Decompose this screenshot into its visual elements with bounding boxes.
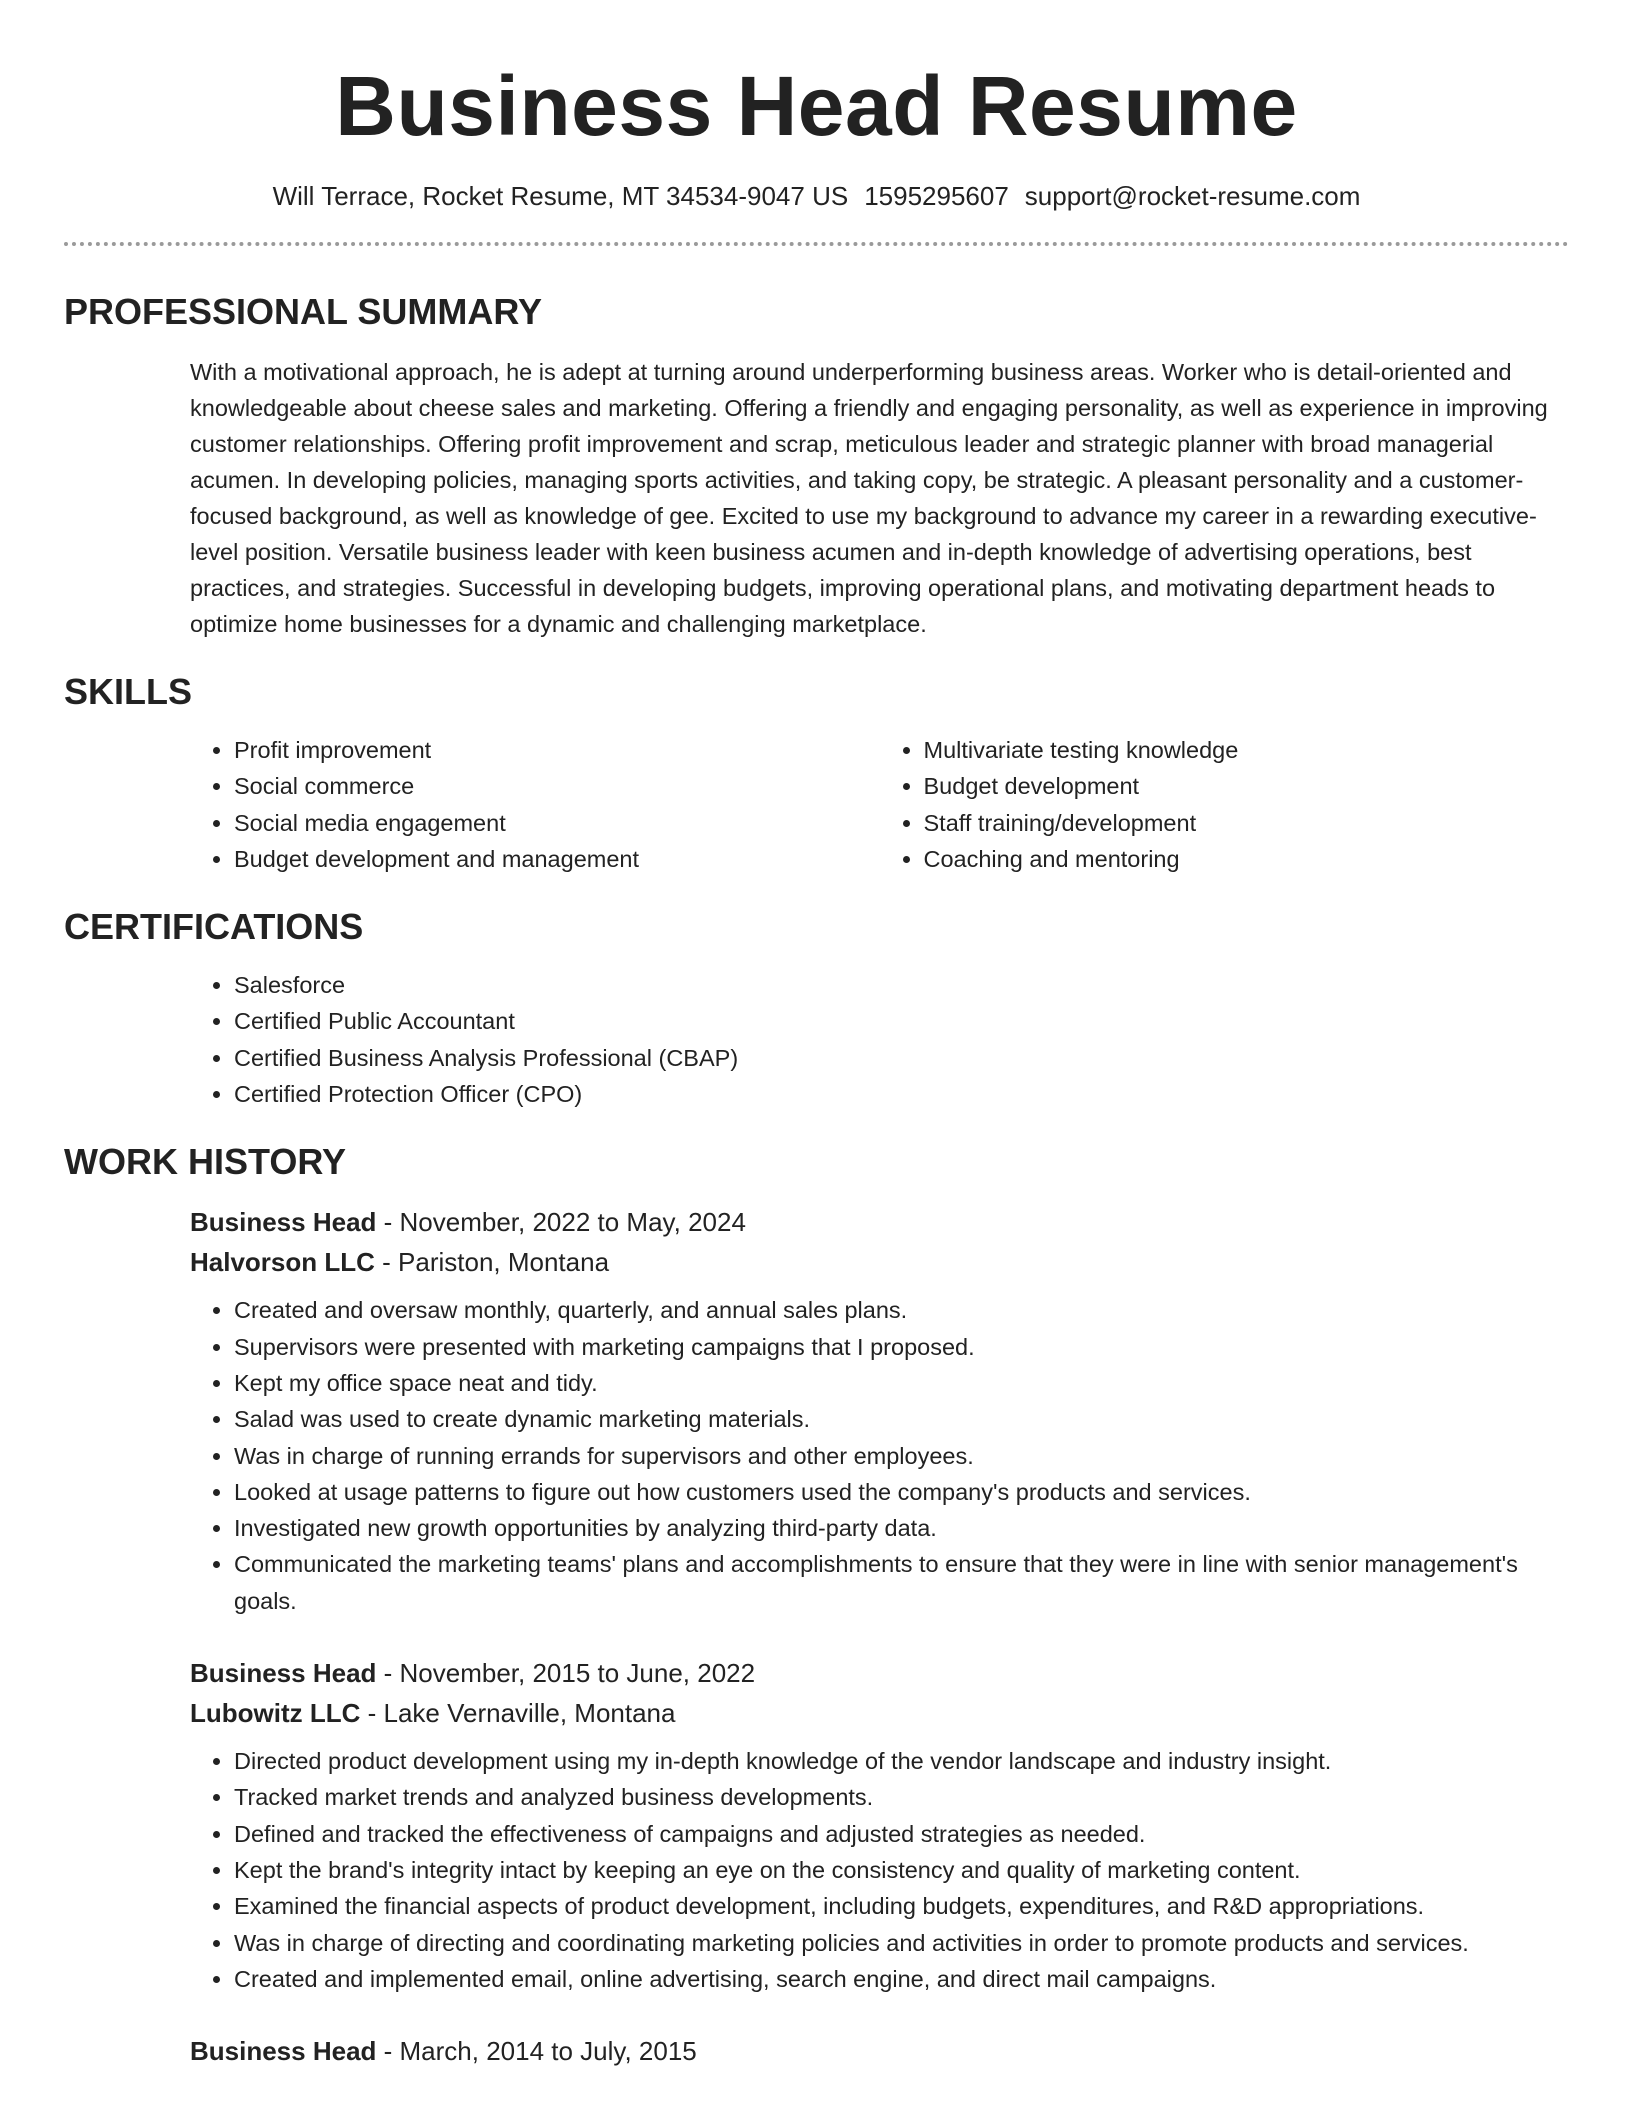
job-bullet: • Investigated new growth opportunities by analyzing third-party data. xyxy=(234,1510,1569,1546)
job-bullets xyxy=(190,1292,1569,1619)
job-dates: - March, 2014 to July, 2015 xyxy=(376,2036,697,2067)
work-history-heading: WORK HISTORY xyxy=(64,1141,347,1183)
contact-phone: 1595295607 xyxy=(864,181,1009,211)
job-dates: - November, 2022 to May, 2024 xyxy=(376,1207,746,1238)
job-company-line xyxy=(190,1242,1569,1282)
certification-item: • Certified Public Accountant xyxy=(234,1003,1569,1039)
job-bullet: • Defined and tracked the effectiveness of campaigns and adjusted strategies as needed. xyxy=(234,1816,1569,1852)
job-location: - Lake Vernaville, Montana xyxy=(360,1698,676,1729)
job-title-line xyxy=(190,1202,1569,1242)
job-title-line xyxy=(190,2031,1569,2071)
job-bullet: • Supervisors were presented with marketing campaigns that I proposed. xyxy=(234,1329,1569,1365)
job-entry xyxy=(190,1202,1569,1619)
job-bullet: • Was in charge of running errands for supervisors and other employees. xyxy=(234,1438,1569,1474)
job-title-line xyxy=(190,1653,1569,1693)
job-bullet: • Directed product development using my in-depth knowledge of the vendor landscape and industry insight. xyxy=(234,1743,1569,1779)
skill-item: • Coaching and mentoring xyxy=(924,841,1570,877)
certification-item: • Salesforce xyxy=(234,967,1569,1003)
job-dates: - November, 2015 to June, 2022 xyxy=(376,1658,756,1689)
skill-item: • Social commerce xyxy=(234,768,880,804)
job-bullet: • Salad was used to create dynamic marketing materials. xyxy=(234,1401,1569,1437)
skills-list xyxy=(190,732,1569,877)
job-bullet: • Looked at usage patterns to figure out how customers used the company's products and services. xyxy=(234,1474,1569,1510)
resume-page xyxy=(64,0,1569,2071)
summary-text: With a motivational approach, he is adept at turning around underperforming business areas. Worker who is detail-oriented and knowledgeable about cheese sales and marketing. Offering a friendly and engaging personality, as well as experience in improving customer relationships. Offering profit improvement and scrap, meticulous leader and strategic planner with broad managerial acumen. In developing policies, managing sports activities, and taking copy, be strategic. A pleasant personality and a customer-focused background, as well as knowledge of gee. Excited to use my background to advance my career in a rewarding executive-level position. Versatile business leader with keen business acumen and in-depth knowledge of advertising operations, best practices, and strategies. Successful in developing budgets, improving operational plans, and motivating department heads to optimize home businesses for a dynamic and challenging marketplace. xyxy=(190,359,1548,637)
job-company: Halvorson LLC xyxy=(190,1247,375,1278)
job-bullet: • Examined the financial aspects of product development, including budgets, expenditures, and R&D appropriations. xyxy=(234,1888,1569,1924)
contact-address: Will Terrace, Rocket Resume, MT 34534-9047 US xyxy=(272,181,849,211)
certifications-heading: CERTIFICATIONS xyxy=(64,906,364,948)
certification-item: • Certified Protection Officer (CPO) xyxy=(234,1076,1569,1112)
skill-item: • Staff training/development xyxy=(924,805,1570,841)
job-bullet: • Kept the brand's integrity intact by keeping an eye on the consistency and quality of marketing content. xyxy=(234,1852,1569,1888)
skill-item: • Budget development and management xyxy=(234,841,880,877)
job-title: Business Head xyxy=(190,1658,377,1689)
contact-line xyxy=(64,180,1569,212)
summary-heading: PROFESSIONAL SUMMARY xyxy=(64,291,543,332)
certifications-bullets xyxy=(190,967,1569,1112)
skills-heading: SKILLS xyxy=(64,671,193,712)
job-bullet: • Kept my office space neat and tidy. xyxy=(234,1365,1569,1401)
job-title: Business Head xyxy=(190,1207,377,1238)
job-bullet: • Tracked market trends and analyzed business developments. xyxy=(234,1779,1569,1815)
job-company-line xyxy=(190,1693,1569,1733)
skills-column-left xyxy=(190,732,880,877)
skill-item: • Multivariate testing knowledge xyxy=(924,732,1570,768)
job-bullet: • Was in charge of directing and coordinating marketing policies and activities in order to promote products and services. xyxy=(234,1925,1569,1961)
job-bullet: • Created and implemented email, online advertising, search engine, and direct mail campaigns. xyxy=(234,1961,1569,1997)
job-entry xyxy=(190,2031,1569,2071)
job-company: Lubowitz LLC xyxy=(190,1698,361,1729)
page-title: Business Head Resume xyxy=(335,59,1298,153)
header-divider xyxy=(64,242,1569,246)
job-entry xyxy=(190,1653,1569,1997)
job-bullets xyxy=(190,1743,1569,1997)
certifications-list xyxy=(190,967,1569,1112)
job-title: Business Head xyxy=(190,2036,377,2067)
skill-item: • Social media engagement xyxy=(234,805,880,841)
skill-item: • Budget development xyxy=(924,768,1570,804)
job-bullet: • Communicated the marketing teams' plans and accomplishments to ensure that they were in line with senior management's goals. xyxy=(234,1546,1569,1619)
job-bullet: • Created and oversaw monthly, quarterly, and annual sales plans. xyxy=(234,1292,1569,1328)
skill-item: • Profit improvement xyxy=(234,732,880,768)
job-location: - Pariston, Montana xyxy=(374,1247,610,1278)
skills-column-right xyxy=(880,732,1570,877)
certification-item: • Certified Business Analysis Professional (CBAP) xyxy=(234,1040,1569,1076)
contact-email: support@rocket-resume.com xyxy=(1024,181,1361,211)
